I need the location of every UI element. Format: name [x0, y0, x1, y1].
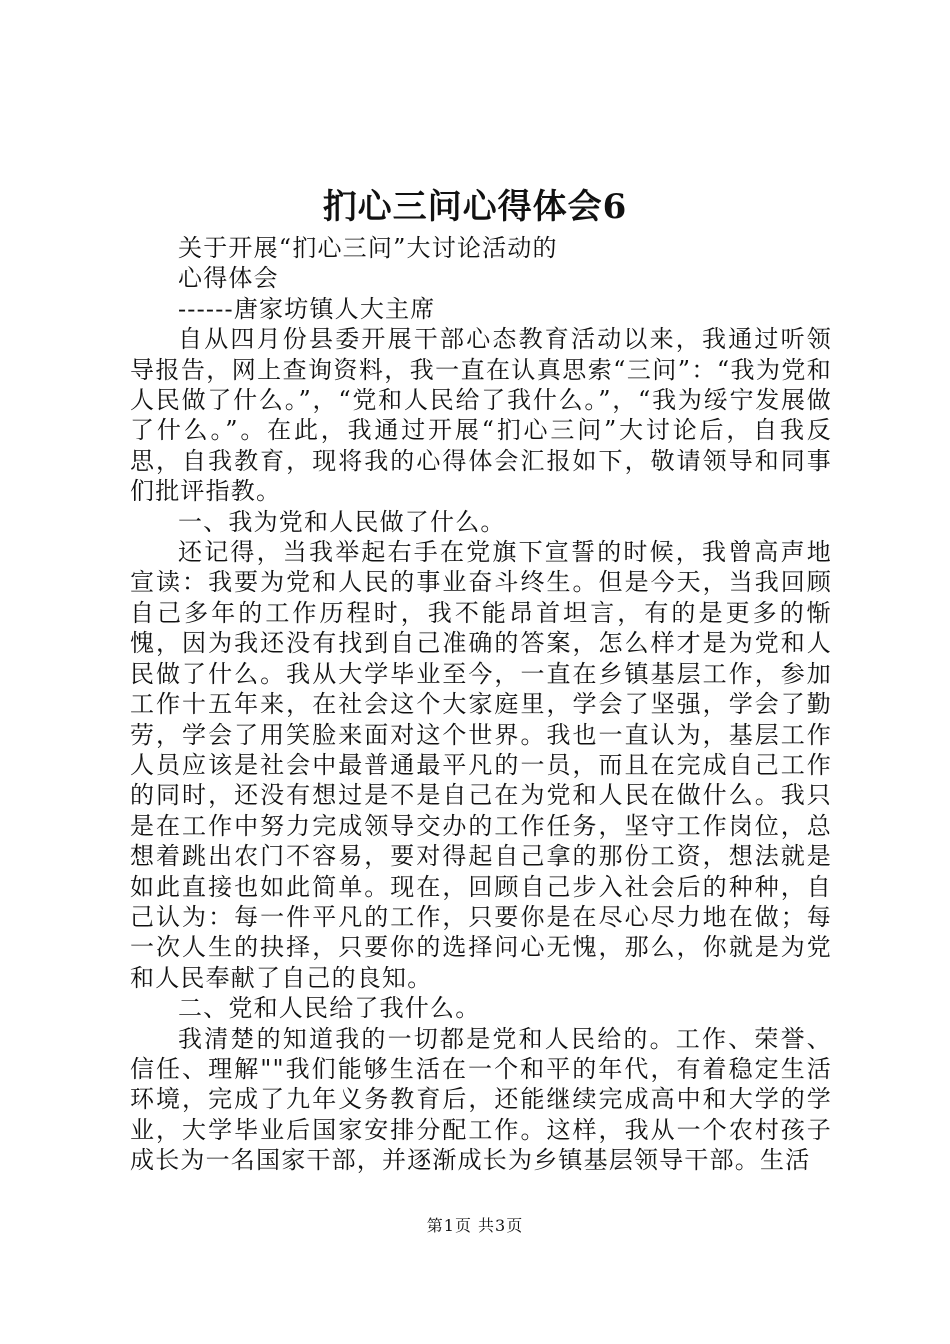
- document-title: 扪心三问心得体会6: [322, 187, 628, 227]
- paragraph-section-2: 我清楚的知道我的一切都是党和人民给的。工作、荣誉、信任、理解""我们能够生活在一个和平的年代，有着稳定生活环境，完成了九年义务教育后，还能继续完成高中和大学的学业，大学毕业后国家安排分配工作。这样，我从一个农村孩子成长为一名国家干部，并逐渐成长为乡镇基层领导干部。生活: [130, 1024, 832, 1175]
- subtitle-line-2: 心得体会: [178, 264, 279, 293]
- paragraph-intro: 自从四月份县委开展干部心态教育活动以来，我通过听领导报告，网上查询资料，我一直在认真思索“三问”：“我为党和人民做了什么。”，“党和人民给了我什么。”，“我为绥宁发展做了什么。”。在此，我通过开展“扪心三问”大讨论后，自我反思，自我教育，现将我的心得体会汇报如下，敬请领导和同事们批评指教。: [130, 325, 832, 506]
- author-line: ------唐家坊镇人大主席: [178, 294, 436, 323]
- paragraph-section-1: 还记得，当我举起右手在党旗下宣誓的时候，我曾高声地宣读：我要为党和人民的事业奋斗终生。但是今天，当我回顾自己多年的工作历程时，我不能昂首坦言，有的是更多的惭愧，因为我还没有找到自己准确的答案，怎么样才是为党和人民做了什么。我从大学毕业至今，一直在乡镇基层工作，参加工作十五年来，在社会这个大家庭里，学会了坚强，学会了勤劳，学会了用笑脸来面对这个世界。我也一直认为，基层工作人员应该是社会中最普通最平凡的一员，而且在完成自己工作的同时，还没有想过是不是自己在为党和人民在做什么。我只是在工作中努力完成领导交办的工作任务，坚守工作岗位，总想着跳出农门不容易，要对得起自己拿的那份工资，想法就是如此直接也如此简单。现在，回顾自己步入社会后的种种，自己认为：每一件平凡的工作，只要你是在尽心尽力地在做；每一次人生的抉择，只要你的选择问心无愧，那么，你就是为党和人民奉献了自己的良知。: [130, 538, 832, 992]
- section-heading-2: 二、党和人民给了我什么。: [178, 994, 481, 1023]
- section-heading-1: 一、我为党和人民做了什么。: [178, 507, 506, 536]
- subtitle-line-1: 关于开展“扪心三问”大讨论活动的: [178, 234, 558, 262]
- document-body: [130, 233, 832, 1176]
- page-number-footer: 第1页 共3页: [426, 1216, 524, 1235]
